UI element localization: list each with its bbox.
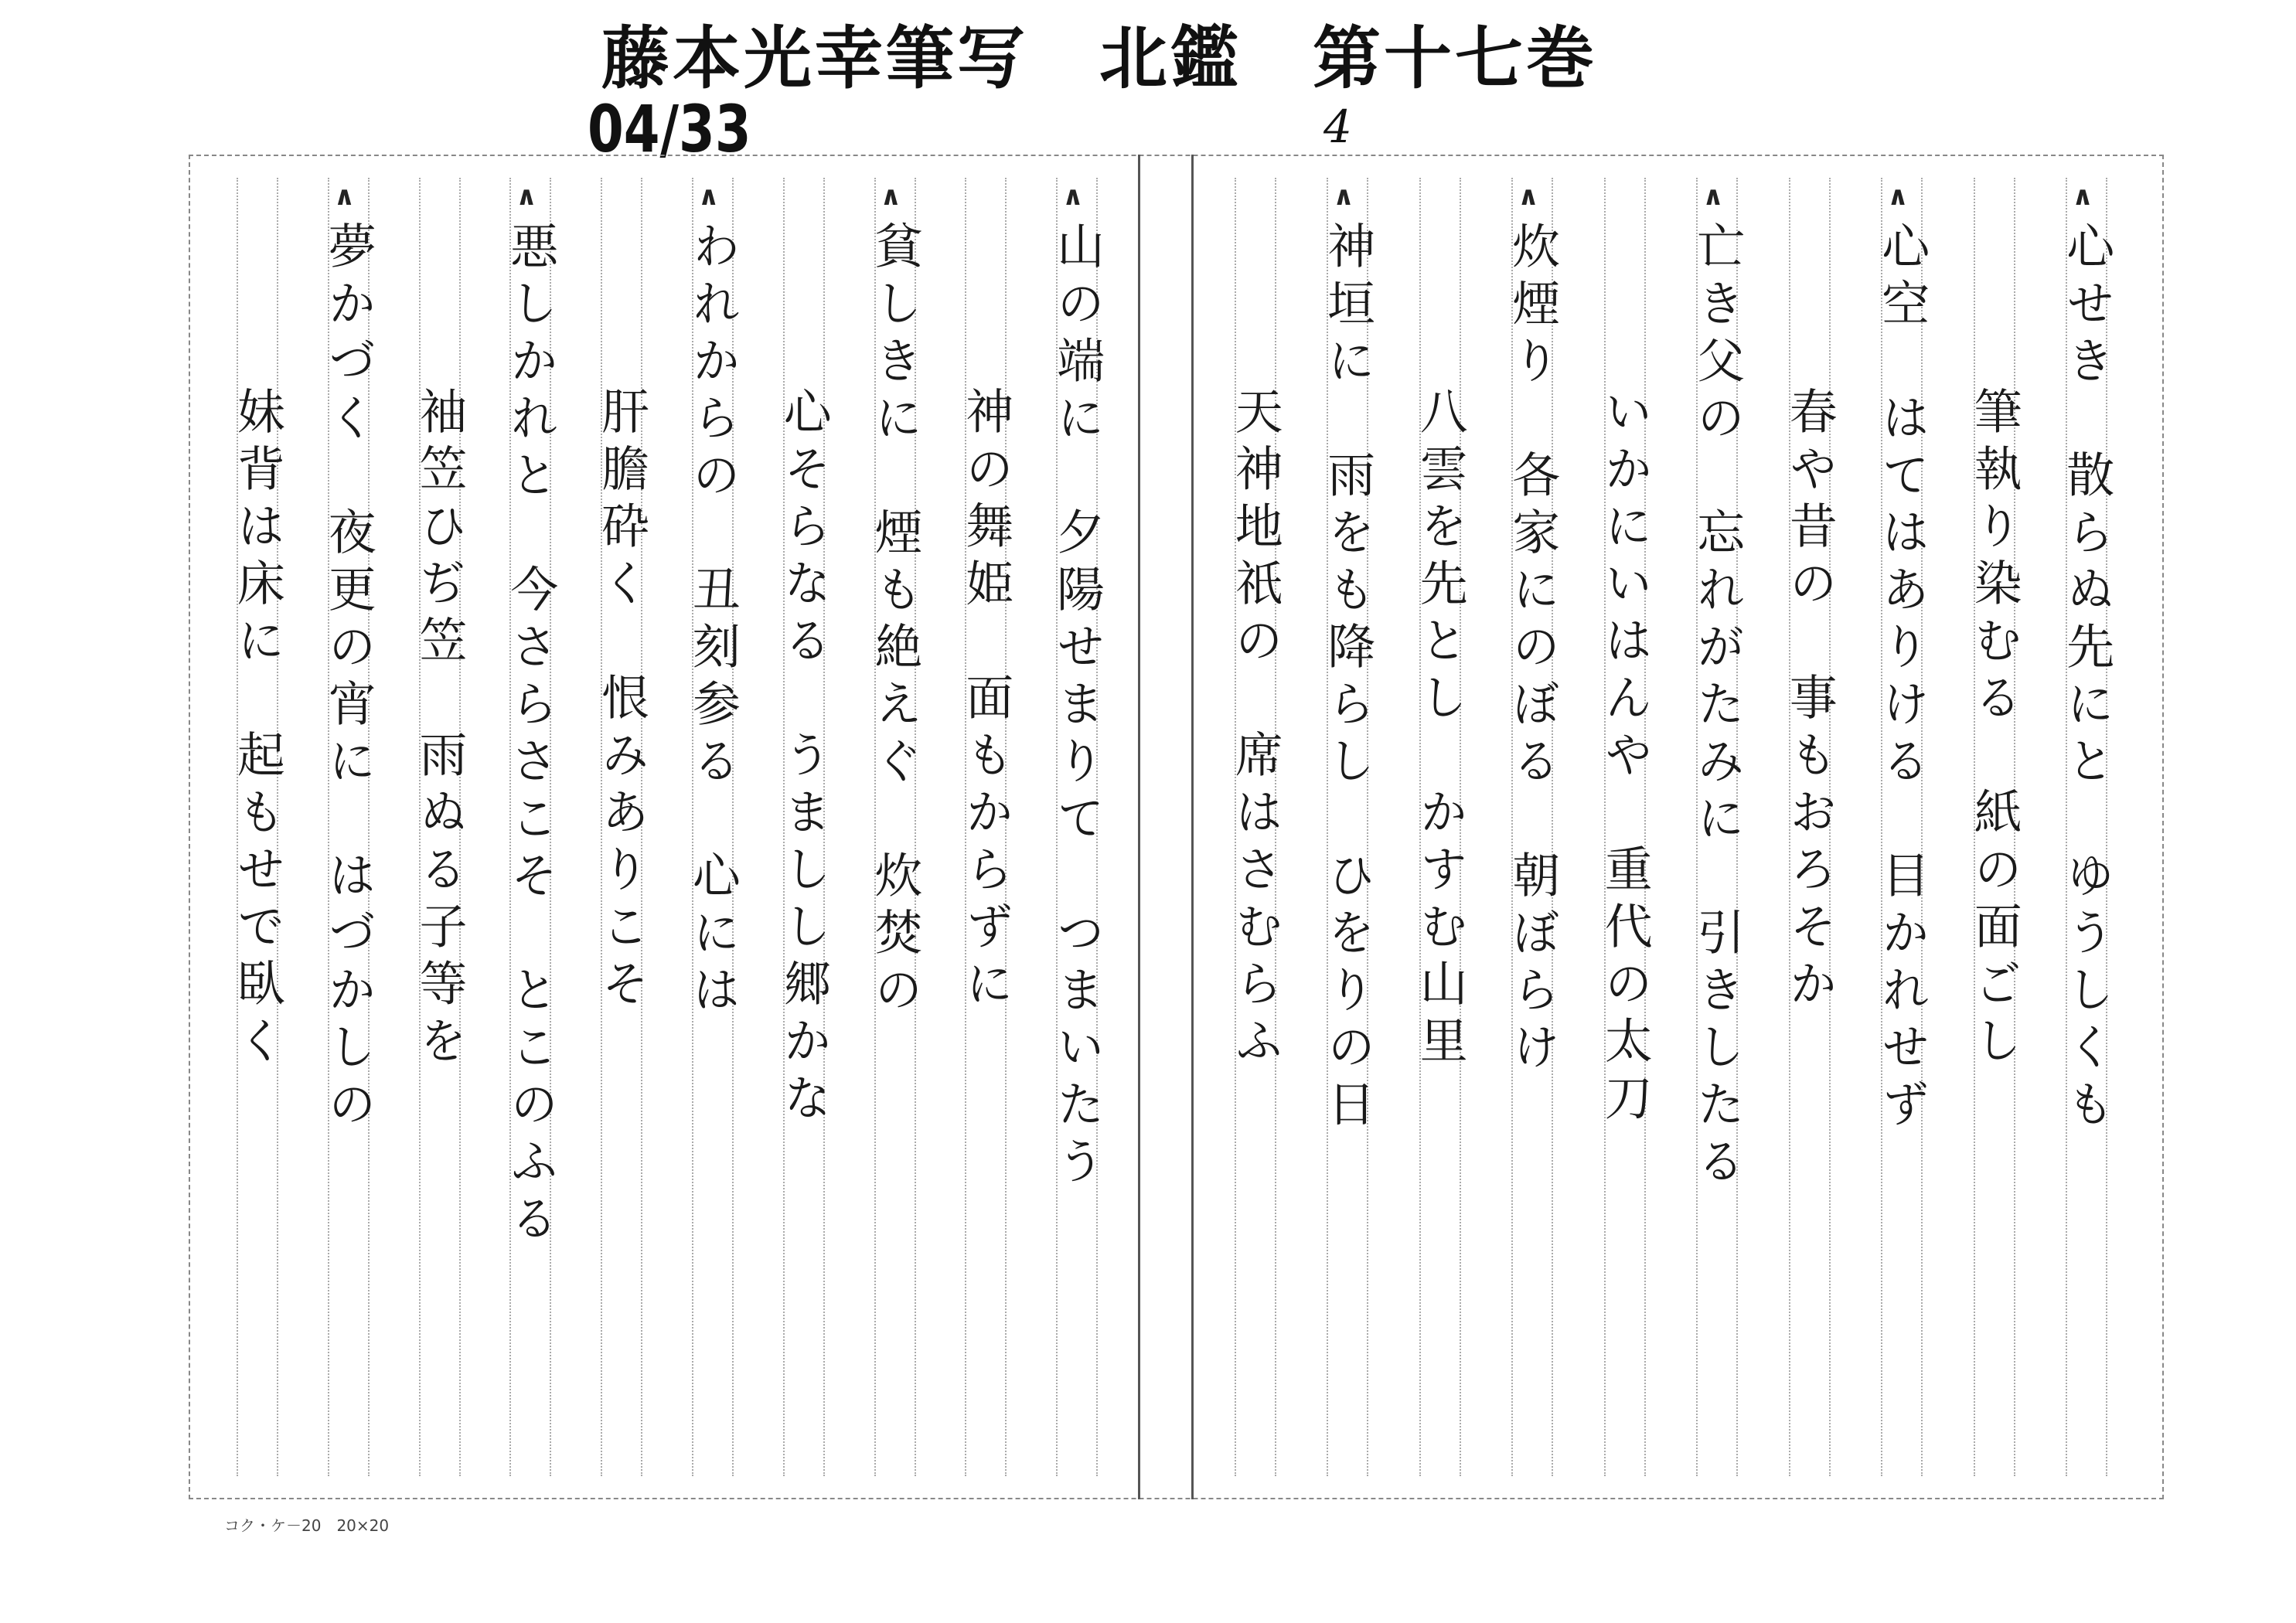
manuscript-column	[1596, 178, 1654, 1476]
column-text: 八雲を先とし かすむ山里	[1412, 386, 1469, 1073]
sheet-footer: コク・ケ－20 20×20	[224, 1516, 390, 1535]
column-text: 春や昔の 事もおろそか	[1781, 386, 1838, 1016]
poem-start-mark: ∧	[1702, 181, 1724, 212]
page-number: 04/33	[588, 91, 751, 167]
manuscript-column	[2058, 178, 2115, 1476]
manuscript-column	[1504, 178, 1561, 1476]
manuscript-sheet	[189, 155, 2164, 1499]
column-text: 神の舞姫 面もからずに	[957, 386, 1014, 1016]
poem-start-mark: ∧	[880, 181, 902, 212]
manuscript-column	[1688, 178, 1746, 1476]
column-text: 貧しきに 煙も絶えぐ 炊焚の	[867, 221, 923, 1022]
poem-start-mark: ∧	[333, 181, 356, 212]
column-text: 炊煙り 各家にのぼる 朝ぼらけ	[1504, 221, 1561, 1079]
manuscript-column	[1048, 178, 1105, 1476]
column-text: われからの 丑刻参る 心には	[684, 221, 741, 1022]
manuscript-column	[1781, 178, 1838, 1476]
manuscript-column	[1319, 178, 1376, 1476]
manuscript-column	[593, 178, 650, 1476]
column-text: 肝膽砕く 恨みありこそ	[593, 386, 650, 1016]
column-text: 袖笠ひぢ笠 雨ぬる子等を	[411, 386, 468, 1073]
column-text: いかにいはんや 重代の太刀	[1596, 386, 1654, 1130]
column-text: 山の端に 夕陽せまりて つまいたう	[1048, 221, 1105, 1193]
manuscript-column	[957, 178, 1014, 1476]
poem-start-mark: ∧	[1887, 181, 1909, 212]
column-text: 筆執り染むる 紙の面ごし	[1966, 386, 2023, 1073]
column-text: 心空 はてはありける 目かれせず	[1873, 221, 1930, 1136]
column-text: 天神地祇の 席はさむらふ	[1227, 386, 1284, 1073]
poem-start-mark: ∧	[1518, 181, 1539, 212]
poem-start-mark: ∧	[1062, 181, 1084, 212]
manuscript-column	[1227, 178, 1284, 1476]
manuscript-column	[229, 178, 286, 1476]
column-text: 妹背は床に 起もせで臥く	[229, 386, 286, 1073]
column-text: 亡き父の 忘れがたみに 引きしたる	[1688, 221, 1746, 1193]
manuscript-column	[1412, 178, 1469, 1476]
column-text: 神垣に 雨をも降らし ひをりの日	[1319, 221, 1376, 1136]
page-title: 藤本光幸筆写 北鑑 第十七巻	[601, 19, 1598, 98]
manuscript-column	[1873, 178, 1930, 1476]
poem-start-mark: ∧	[1333, 181, 1354, 212]
column-text: 心せき 散らぬ先にと ゆうしくも	[2058, 221, 2115, 1136]
manuscript-column	[1966, 178, 2023, 1476]
column-text: 夢かづく 夜更の宵に はづかしの	[320, 221, 377, 1136]
column-text: 悪しかれと 今さらさこそ とこのふる	[502, 221, 559, 1250]
manuscript-column	[867, 178, 923, 1476]
manuscript-column	[502, 178, 559, 1476]
leaf-number: 4	[1323, 100, 1352, 153]
poem-start-mark: ∧	[697, 181, 720, 212]
manuscript-column	[320, 178, 377, 1476]
column-text: 心そらなる うましし郷かな	[775, 386, 833, 1130]
center-gutter	[1138, 155, 1194, 1499]
manuscript-column	[684, 178, 741, 1476]
poem-start-mark: ∧	[516, 181, 537, 212]
manuscript-column	[411, 178, 468, 1476]
manuscript-column	[775, 178, 833, 1476]
poem-start-mark: ∧	[2072, 181, 2093, 212]
